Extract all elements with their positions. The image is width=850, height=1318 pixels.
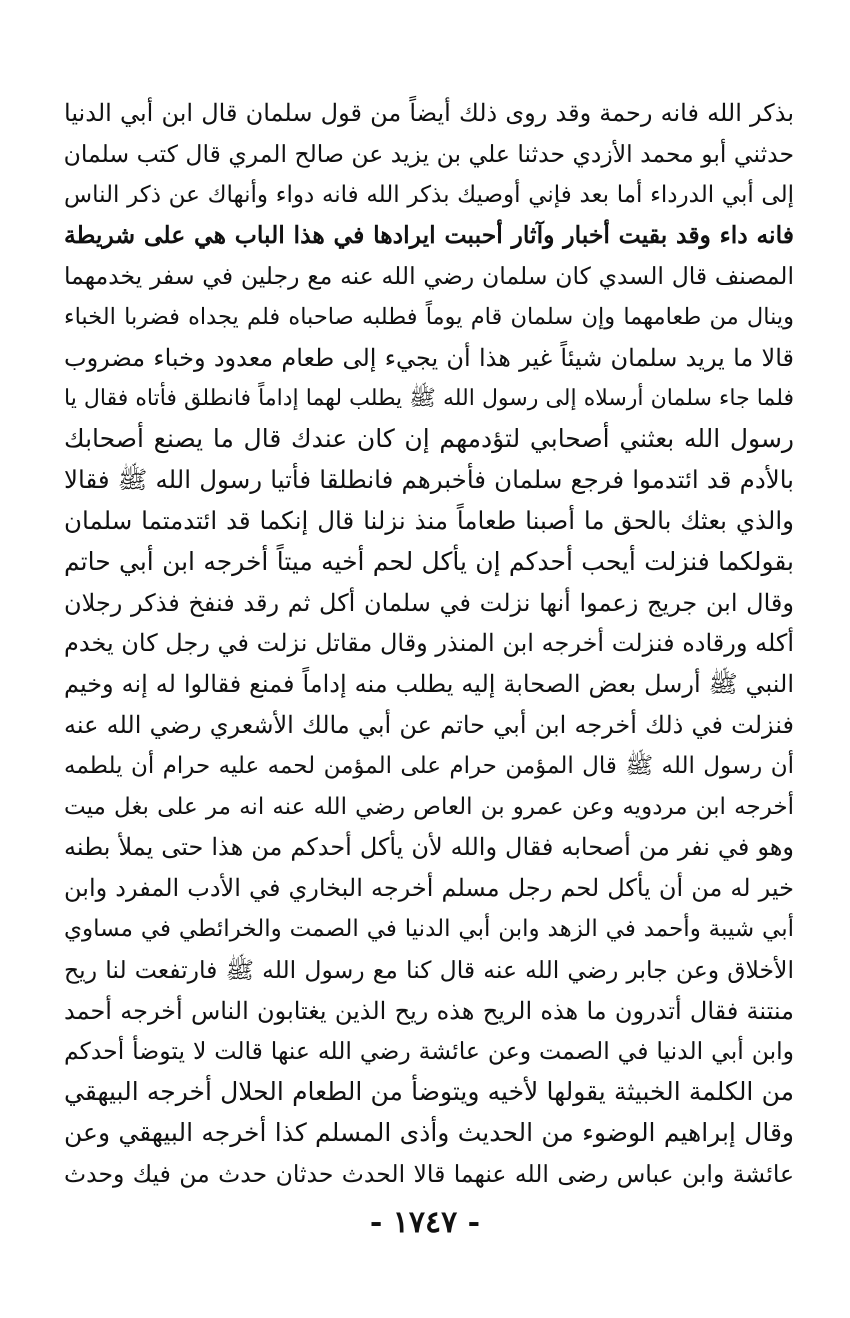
text-line-2: حدثني أبو محمد الأزدي حدثنا علي بن يزيد عن صالح المري قال كتب سلمان xyxy=(64,139,794,168)
text-line-17: أن رسول الله ﷺ قال المؤمن حرام على المؤمن لحمه عليه حرام أن يلطمه xyxy=(64,752,794,779)
text-line-11: والذي بعثك بالحق ما أصبنا طعاماً منذ نزلنا قال إنكما قد ائتدمتما سلمان xyxy=(64,505,794,535)
text-line-8: فلما جاء سلمان أرسلاه إلى رسول الله ﷺ يطلب لهما إداماً فانطلق فأتاه فقال يا xyxy=(64,385,794,411)
text-line-10: بالأدم قد ائتدموا فرجع سلمان فأخبرهم فانطلقا فأتيا رسول الله ﷺ فقالا xyxy=(64,465,794,495)
text-line-12: بقولكما فنزلت أيحب أحدكم إن يأكل لحم أخيه ميتاً أخرجه ابن أبي حاتم xyxy=(64,546,794,576)
text-line-18: أخرجه ابن مردويه وعن عمرو بن العاص رضي الله عنه انه مر على بغل ميت xyxy=(64,793,794,820)
text-line-16: فنزلت في ذلك أخرجه ابن أبي حاتم عن أبي مالك الأشعري رضي الله عنه xyxy=(64,710,794,739)
page-number: - ١٧٤٧ - xyxy=(369,1205,481,1240)
text-line-22: الأخلاق وعن جابر رضي الله عنه قال كنا مع رسول الله ﷺ فارتفعت لنا ريح xyxy=(64,955,794,984)
text-line-21: أبي شيبة وأحمد في الزهد وابن أبي الدنيا في الصمت والخرائطي في مساوي xyxy=(64,915,794,942)
text-line-9: رسول الله بعثني أصحابي لتؤدمهم إن كان عندك قال ما يصنع أصحابك xyxy=(64,424,794,454)
text-line-19: وهو في نفر من أصحابه فقال والله لأن يأكل أحدكم من هذا حتى يملأ بطنه xyxy=(64,833,794,862)
text-line-7: قالا ما يريد سلمان شيئاً غير هذا أن يجيء إلى طعام معدود وخباء مضروب xyxy=(64,343,794,372)
text-line-4: فانه داء وقد بقيت أخبار وآثار أحببت ايرادها في هذا الباب هي على شريطة xyxy=(64,221,794,250)
text-line-23: منتنة فقال أتدرون ما هذه الريح هذه ريح الذين يغتابون الناس أخرجه أحمد xyxy=(64,996,794,1025)
text-line-27: عائشة وابن عباس رضى الله عنهما قالا الحدث حدثان حدث من فيك وحدث xyxy=(64,1159,794,1188)
text-line-13: وقال ابن جريج زعموا أنها نزلت في سلمان أكل ثم رقد فنفخ فذكر رجلان xyxy=(64,588,794,617)
text-line-3: إلى أبي الدرداء أما بعد فإني أوصيك بذكر الله فانه دواء وأنهاك عن ذكر الناس xyxy=(64,181,794,208)
text-line-24: وابن أبي الدنيا في الصمت وعن عائشة رضي الله عنها قالت لا يتوضأ أحدكم xyxy=(64,1037,794,1066)
text-line-25: من الكلمة الخبيثة يقولها لأخيه ويتوضأ من الطعام الحلال أخرجه البيهقي xyxy=(64,1077,794,1107)
text-line-5: المصنف قال السدي كان سلمان رضي الله عنه مع رجلين في سفر يخدمهما xyxy=(64,262,794,291)
text-line-1: بذكر الله فانه رحمة وقد روى ذلك أيضاً من قول سلمان قال ابن أبي الدنيا xyxy=(64,99,794,127)
text-line-14: أكله ورقاده فنزلت أخرجه ابن المنذر وقال مقاتل نزلت في رجل كان يخدم xyxy=(64,629,794,658)
body-text xyxy=(64,93,794,1195)
text-line-26: وقال إبراهيم الوضوء من الحديث وأذى المسلم كذا أخرجه البيهقي وعن xyxy=(64,1117,794,1147)
text-line-6: وينال من طعامهما وإن سلمان قام يوماً فطلبه صاحباه فلم يجداه فضربا الخباء xyxy=(64,303,794,330)
text-line-15: النبي ﷺ أرسل بعض الصحابة إليه يطلب منه إداماً فمنع فقالوا له إنه وخيم xyxy=(64,670,794,699)
text-line-20: خير له من أن يأكل لحم رجل مسلم أخرجه البخاري في الأدب المفرد وابن xyxy=(64,874,794,903)
